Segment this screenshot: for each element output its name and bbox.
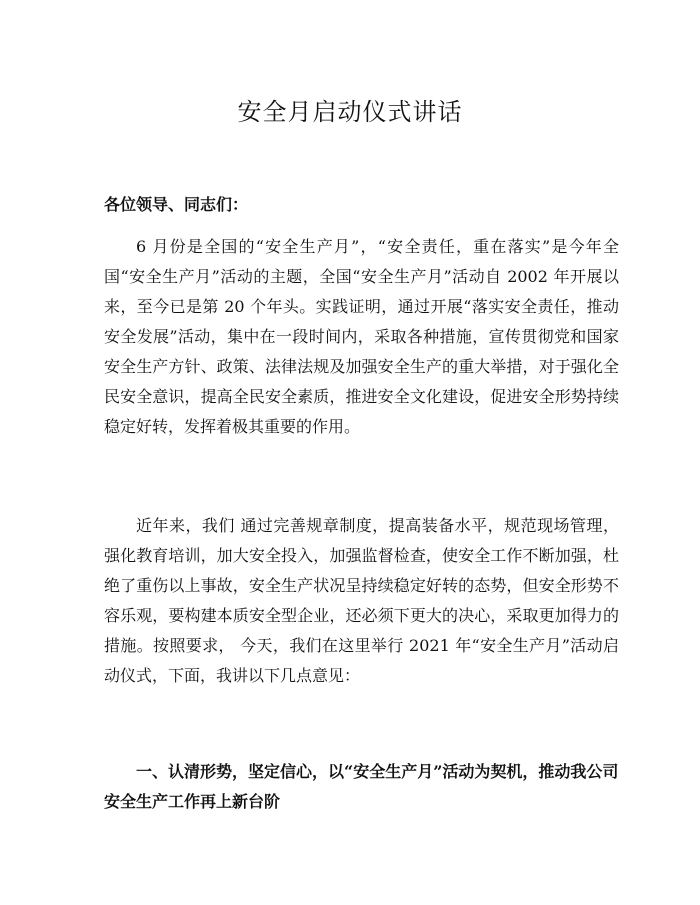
paragraph-2: 近年来，我们 通过完善规章制度，提高装备水平，规范现场管理，强化教育培训，加大安全投入，加强监督检查，使安全工作不断加强，杜绝了重伤以上事故，安全生产状况呈持续稳定好转的态势，但安全形势不容乐观，要构建本质安全型企业，还必须下更大的决心，采取更加得力的措施。按照要求， 今天，我们在这里举行 2021 年“安全生产月”活动启动仪式，下面，我讲以下几点意见： bbox=[104, 516, 619, 685]
section-heading: 一、认清形势，坚定信心，以“安全生产月”活动为契机，推动我公司安全生产工作再上新台阶 bbox=[104, 762, 619, 811]
document-title: 安全月启动仪式讲话 bbox=[237, 98, 463, 126]
salutation: 各位领导、同志们： bbox=[104, 195, 249, 214]
paragraph-1: 6 月份是全国的“安全生产月”，“安全责任，重在落实”是今年全国“安全生产月”活动的主题，全国“安全生产月”活动自 2002 年开展以来，至今已是第 20 个年头。实践证明，通过开展“落实安全责任，推动安全发展”活动，集中在一段时间内，采取各种措施，宣传贯彻党和国家安全生产方针、政策、法律法规及加强安全生产的重大举措，对于强化全民安全意识，提高全民安全素质，推进安全文化建设，促进安全形势持续稳定好转，发挥着极其重要的作用。 bbox=[104, 237, 619, 436]
